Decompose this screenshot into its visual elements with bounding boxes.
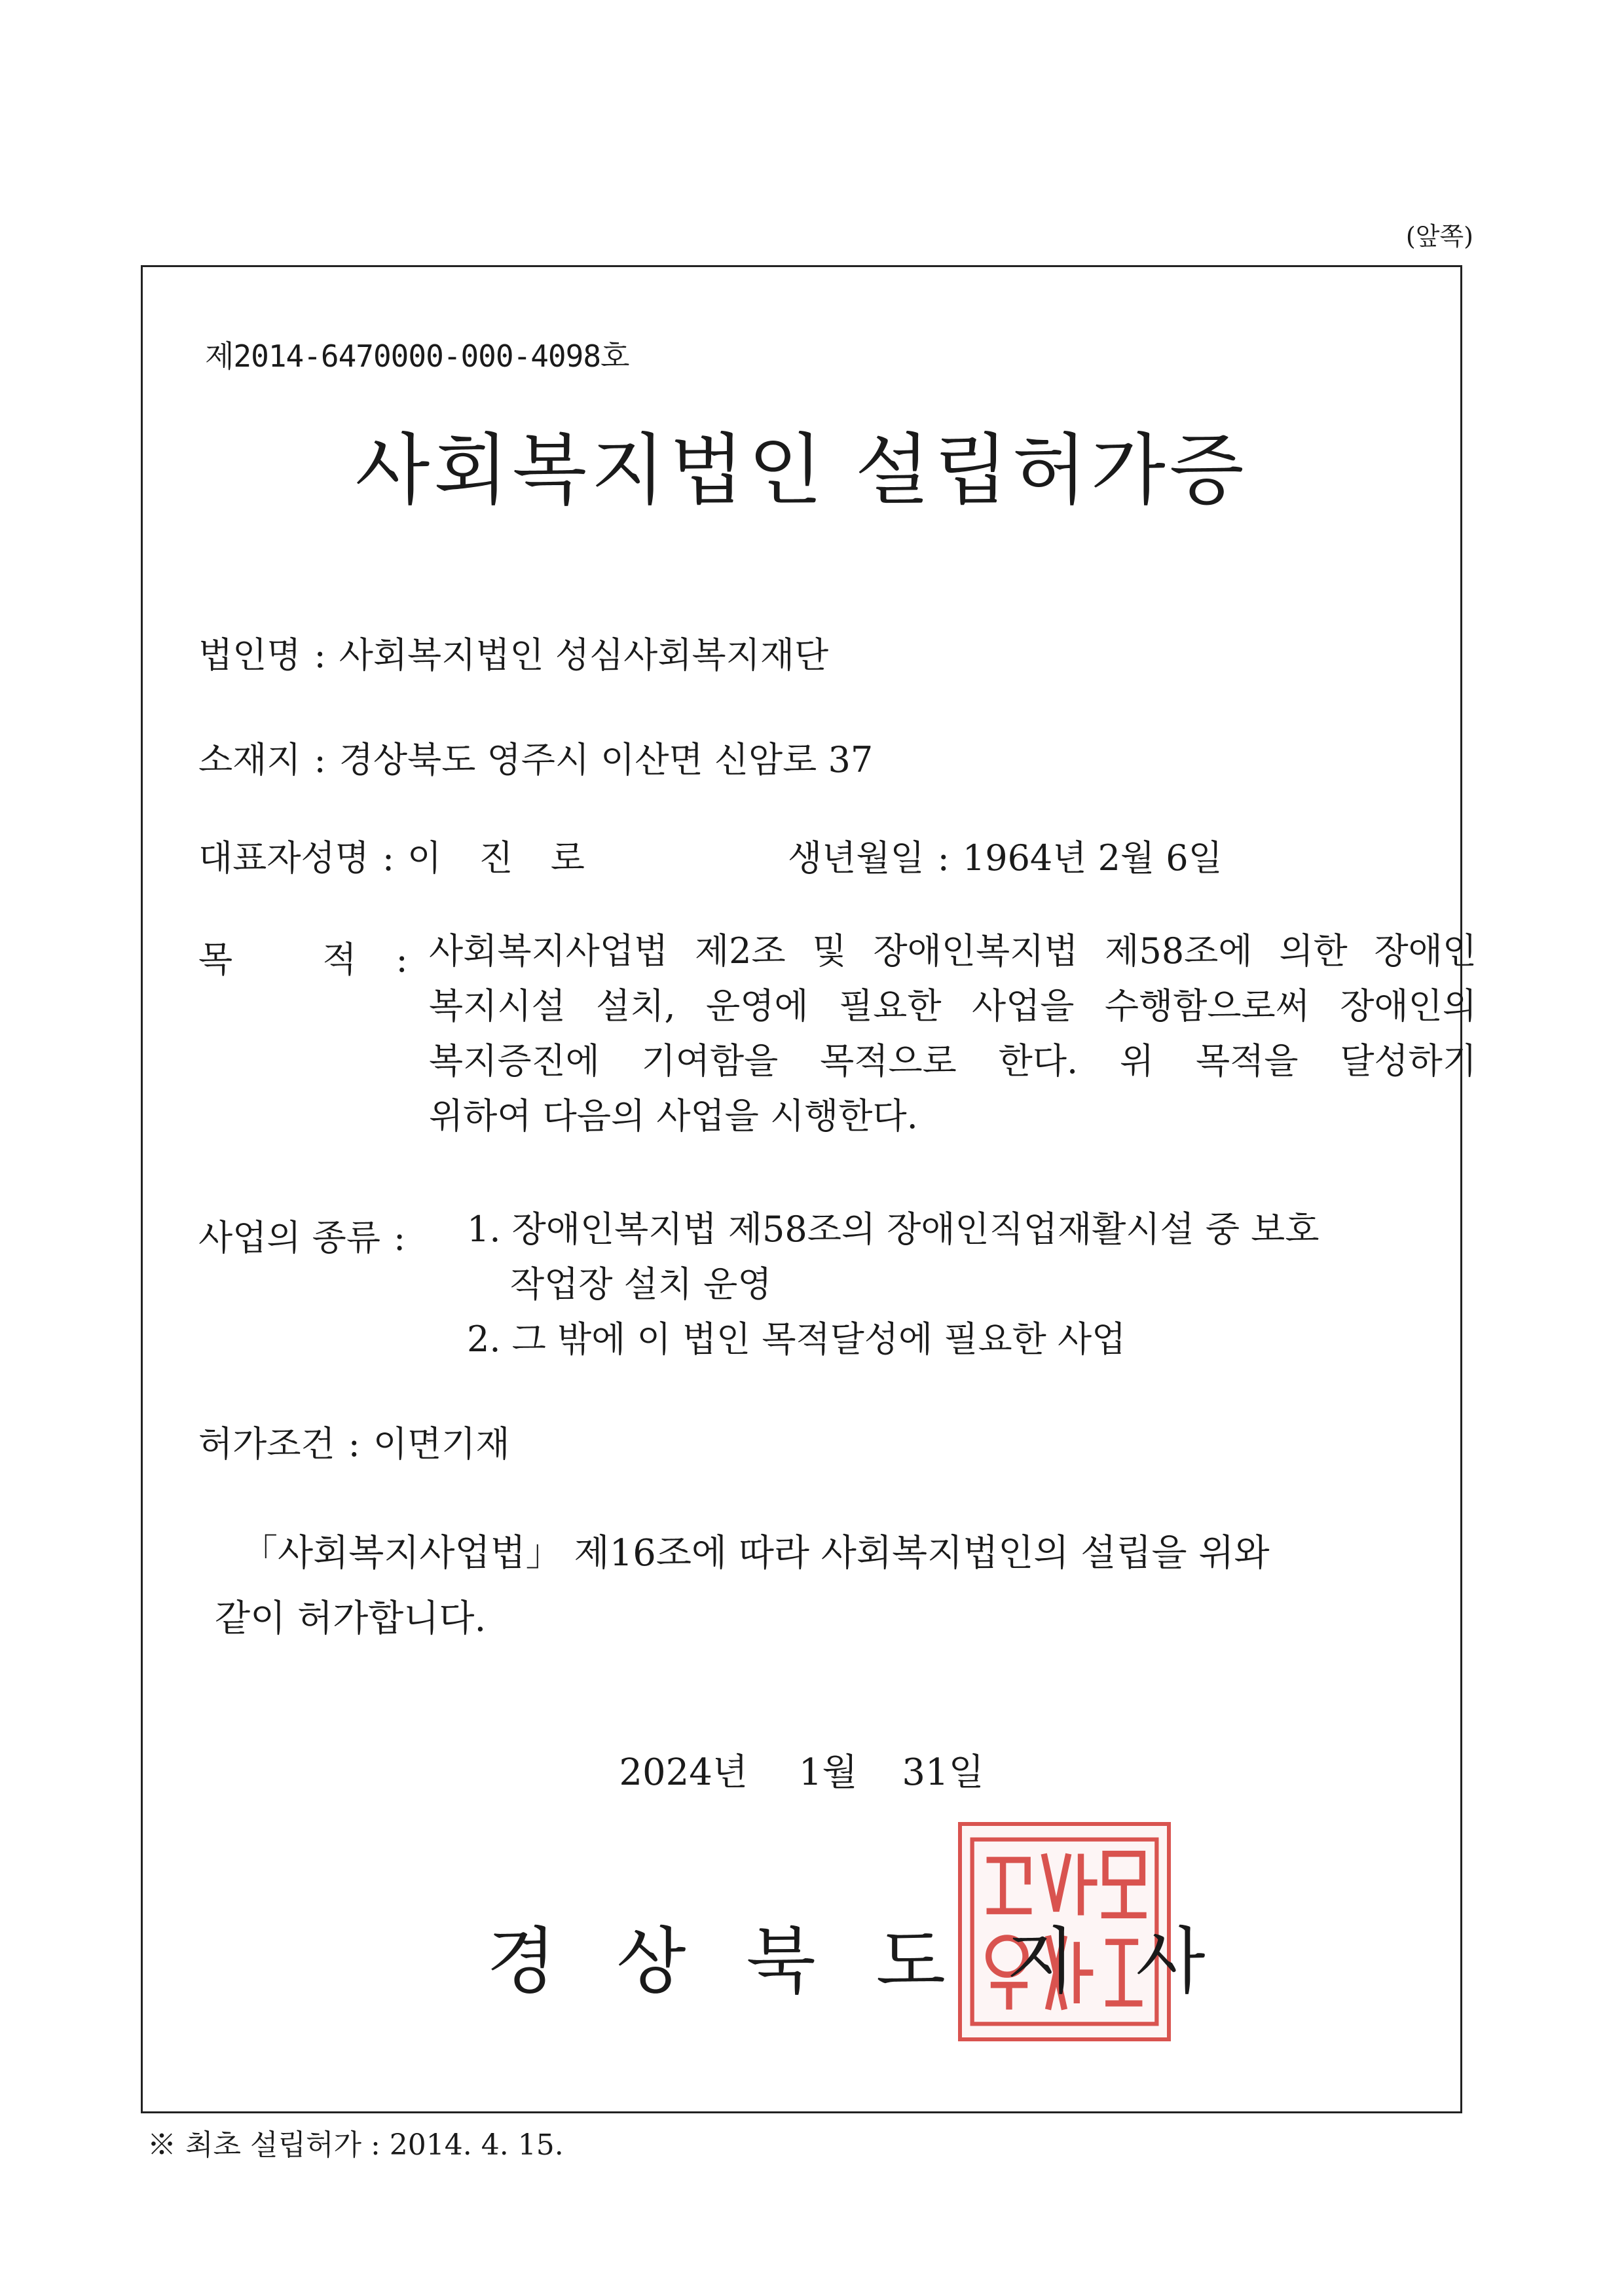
- purpose-line: 복지증진에 기여함을 목적으로 한다. 위 목적을 달성하기: [429, 1040, 1477, 1082]
- representative-value: 이 진 로: [407, 837, 598, 879]
- business-types-label: 사업의 종류: [198, 1217, 380, 1258]
- business-type-item-cont: 작업장 설치 운영: [510, 1264, 772, 1305]
- conditions-label: 허가조건: [198, 1423, 335, 1465]
- purpose-line: 위하여 다음의 사업을 시행한다.: [429, 1095, 918, 1137]
- representative-colon: :: [382, 837, 395, 879]
- birthdate-colon: :: [937, 837, 950, 879]
- issue-month: 1월: [798, 1751, 858, 1794]
- birthdate-label: 생년월일: [788, 837, 925, 879]
- field-conditions: [198, 1416, 510, 1467]
- business-type-item: 2. 그 밖에 이 법인 목적달성에 필요한 사업: [467, 1319, 1126, 1360]
- purpose-line: 복지시설 설치, 운영에 필요한 사업을 수행함으로써 장애인의: [429, 985, 1477, 1027]
- corp-name-colon: :: [314, 634, 326, 676]
- purpose-line: 사회복지사업법 제2조 및 장애인복지법 제58조에 의한 장애인: [429, 930, 1477, 972]
- corp-name-value: 사회복지법인 성심사회복지재단: [339, 634, 829, 676]
- conditions-colon: :: [348, 1423, 360, 1465]
- address-label: 소재지: [198, 739, 301, 780]
- field-corp-name: [198, 627, 828, 678]
- closing-statement: [215, 1521, 1270, 1652]
- issue-date: [143, 1743, 1460, 1796]
- business-types-colon: :: [394, 1217, 406, 1258]
- address-colon: :: [314, 739, 326, 780]
- certificate-title: 사회복지법인 설립허가증: [355, 425, 1248, 515]
- field-address: [198, 732, 873, 782]
- birthdate-value: 1964년 2월 6일: [962, 837, 1223, 879]
- field-representative: [198, 830, 598, 881]
- issue-year: 2024년: [619, 1751, 748, 1794]
- issue-day: 31일: [902, 1751, 984, 1794]
- permit-number: 제2014-6470000-000-4098호: [205, 338, 629, 374]
- purpose-label: 목 적: [198, 939, 396, 980]
- certificate-frame: [141, 265, 1477, 2113]
- purpose-text: [429, 924, 1477, 1144]
- purpose-colon: :: [396, 939, 408, 980]
- corp-name-label: 법인명: [198, 634, 301, 676]
- representative-label: 대표자성명: [198, 837, 369, 879]
- field-birthdate: [788, 830, 1223, 881]
- closing-line-1: 「사회복지사업법」 제16조에 따라 사회복지법인의 설립을 위와: [241, 1532, 1270, 1575]
- page-side-label: (앞쪽): [1405, 222, 1473, 251]
- address-value: 경상북도 영주시 이산면 신암로 37: [339, 739, 874, 780]
- field-business-types: [198, 1210, 1443, 1406]
- business-types-list: [467, 1202, 1488, 1367]
- footnote-initial-permit: ※ 최초 설립허가 : 2014. 4. 15.: [147, 2128, 564, 2162]
- closing-line-2: 같이 허가합니다.: [215, 1597, 487, 1640]
- field-purpose: [198, 930, 1477, 1167]
- issuer-name: 경상북도지사: [487, 1920, 1266, 2003]
- business-type-item: 1. 장애인복지법 제58조의 장애인직업재활시설 중 보호: [467, 1209, 1320, 1250]
- conditions-value: 이면기재: [373, 1423, 510, 1465]
